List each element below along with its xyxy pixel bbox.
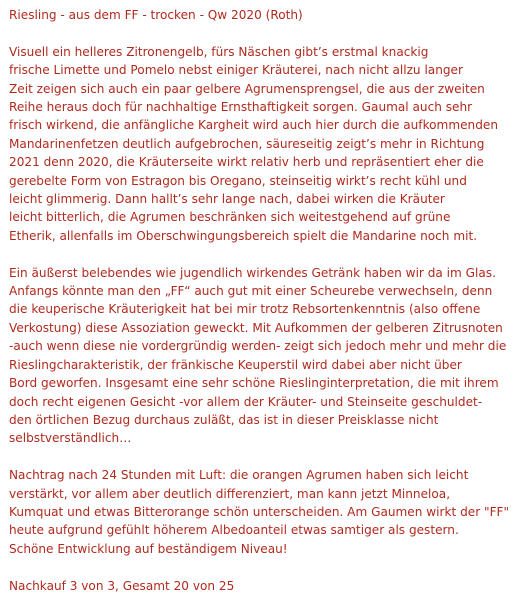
text-line: heute aufgrund gefühlt höherem Albedoanteil etwas samtiger als gestern. bbox=[9, 523, 459, 538]
spacer bbox=[9, 448, 513, 466]
spacer bbox=[9, 558, 513, 576]
text-line: 2021 denn 2020, die Kräuterseite wirkt relativ herb und repräsentiert eher die bbox=[9, 155, 484, 170]
spacer bbox=[9, 245, 513, 263]
wine-title: Riesling - aus dem FF - trocken - Qw 2020 (Roth) bbox=[9, 8, 303, 22]
text-line: Bord geworfen. Insgesamt eine sehr schöne Rieslinginterpretation, die mit ihrem bbox=[9, 376, 499, 391]
spacer bbox=[9, 24, 513, 42]
text-line: frische Limette und Pomelo nebst einiger Kräuterei, nach nicht allzu langer bbox=[9, 63, 463, 78]
text-line: Reihe heraus doch für nachhaltige Ernsthaftigkeit sorgen. Gaumal auch sehr bbox=[9, 100, 473, 115]
text-line: den örtlichen Bezug durchaus zuläßt, das ist in dieser Preisklasse nicht bbox=[9, 412, 439, 427]
text-line: Schöne Entwicklung auf beständigem Niveau! bbox=[9, 541, 288, 556]
text-line: leicht bitterlich, die Agrumen beschränken sich weitestgehend auf grüne bbox=[9, 210, 451, 225]
text-line: Etherik, allenfalls im Oberschwingungsbereich spielt die Mandarine noch mit. bbox=[9, 228, 478, 243]
text-line: Ein äußerst belebendes wie jugendlich wirkendes Getränk haben wir da im Glas. bbox=[9, 265, 496, 280]
tasting-note-document bbox=[9, 0, 513, 595]
text-line: Verkostung) diese Assoziation geweckt. Mit Aufkommen der gelberen Zitrusnoten bbox=[9, 320, 503, 335]
text-line: leicht glimmerig. Dann hallt’s sehr lange nach, dabei wirken die Kräuter bbox=[9, 192, 445, 207]
text-line: -auch wenn diese nie vordergründig werden- zeigt sich jedoch mehr und mehr die bbox=[9, 339, 507, 354]
text-line: Kumquat und etwas Bitterorange schön unterscheiden. Am Gaumen wirkt der "FF" bbox=[9, 504, 510, 519]
text-line: Rieslingcharakteristik, der fränkische Keuperstil wird dabei aber nicht über bbox=[9, 357, 462, 372]
text-line: Mandarinenfetzen deutlich aufgebrochen, säureseitig zeigt’s mehr in Richtung bbox=[9, 136, 485, 151]
text-line: doch recht eigenen Gesicht -vor allem der Kräuter- und Steinseite geschuldet- bbox=[9, 394, 483, 409]
text-line: Nachtrag nach 24 Stunden mit Luft: die orangen Agrumen haben sich leicht bbox=[9, 468, 469, 483]
paragraph-appearance-nose-palate bbox=[9, 43, 513, 245]
paragraph-addendum-24h bbox=[9, 466, 513, 558]
paragraph-rating bbox=[9, 577, 513, 595]
paragraph-overall-impression bbox=[9, 264, 513, 448]
text-line: selbstverständlich… bbox=[9, 431, 132, 446]
text-line: verstärkt, vor allem aber deutlich differenziert, man kann jetzt Minneloa, bbox=[9, 486, 451, 501]
rating-line: Nachkauf 3 von 3, Gesamt 20 von 25 bbox=[9, 578, 235, 593]
text-line: frisch wirkend, die anfängliche Kargheit wird auch hier durch die aufkommenden bbox=[9, 118, 498, 133]
text-line: gerebelte Form von Estragon bis Oregano, steinseitig wirkt’s recht kühl und bbox=[9, 173, 467, 188]
text-line: Anfangs könnte man den „FF“ auch gut mit einer Scheurebe verwechseln, denn bbox=[9, 284, 493, 299]
text-line: die keuperische Kräuterigkeit hat bei mir trotz Rebsortenkenntnis (also offene bbox=[9, 302, 481, 317]
text-line: Zeit zeigen sich auch ein paar gelbere Agrumensprengsel, die aus der zweiten bbox=[9, 81, 485, 96]
text-line: Visuell ein helleres Zitronengelb, fürs Näschen gibt’s erstmal knackig bbox=[9, 44, 429, 59]
